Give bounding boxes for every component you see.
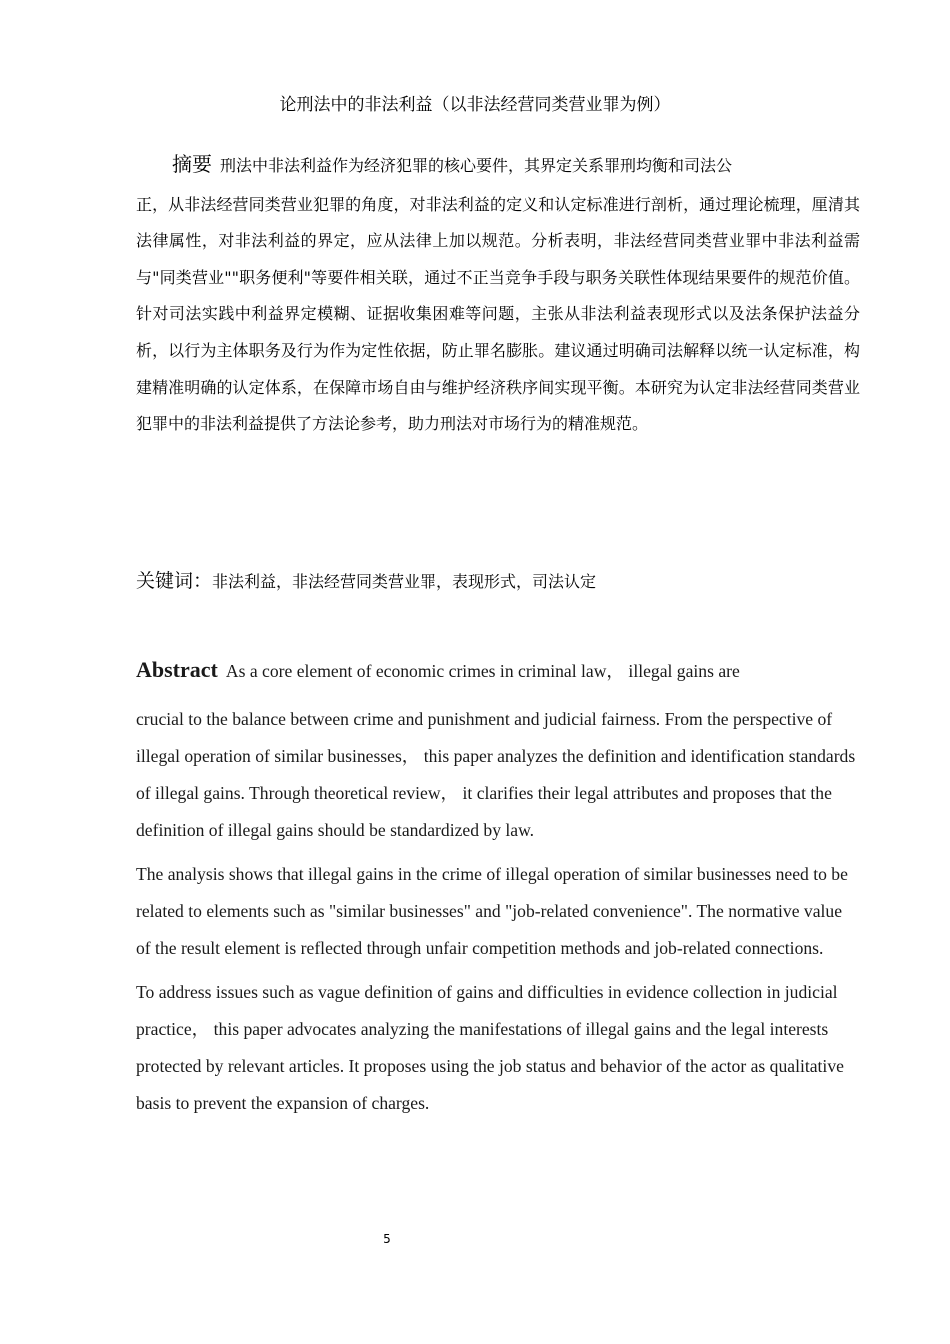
- english-abstract-paragraph-2: The analysis shows that illegal gains in the crime of illegal operation of similar businesses need to be related to elements such as "similar businesses" and "job-related convenience". The normative value of the result element is reflected through unfair competition methods and job-related connections.: [136, 864, 848, 958]
- chinese-abstract-body: 正，从非法经营同类营业犯罪的角度，对非法利益的定义和认定标准进行剖析，通过理论梳理，厘清其法律属性，对非法利益的界定，应从法律上加以规范。分析表明，非法经营同类营业罪中非法利益需与"同类营业""职务便利"等要件相关联，通过不正当竞争手段与职务关联性体现结果要件的规范价值。针对司法实践中利益界定模糊、证据收集困难等问题，主张从非法利益表现形式以及法条保护法益分析，以行为主体职务及行为作为定性依据，防止罪名膨胀。建议通过明确司法解释以统一认定标准，构建精准明确的认定体系，在保障市场自由与维护经济秩序间实现平衡。本研究为认定非法经营同类营业犯罪中的非法利益提供了方法论参考，助力刑法对市场行为的精准规范。: [136, 194, 860, 434]
- page-number: 5: [383, 1232, 391, 1246]
- chinese-abstract-heading: 摘要: [172, 152, 212, 176]
- chinese-abstract: [136, 146, 860, 443]
- keywords-heading: 关键词：: [136, 570, 213, 592]
- english-abstract-heading: Abstract: [136, 657, 218, 682]
- english-abstract-first-line: [136, 652, 856, 689]
- chinese-abstract-first-text: 刑法中非法利益作为经济犯罪的核心要件，其界定关系罪刑均衡和司法公: [220, 156, 733, 175]
- keywords-text: 非法利益，非法经营同类营业罪，表现形式，司法认定: [212, 572, 597, 591]
- paper-title: 论刑法中的非法利益（以非法经营同类营业罪为例）: [279, 95, 671, 115]
- keywords: [136, 566, 860, 597]
- english-abstract-first-text: As a core element of economic crimes in criminal law， illegal gains are: [225, 661, 740, 681]
- english-abstract-paragraph-3: To address issues such as vague definition of gains and difficulties in evidence collection in judicial practice， this paper advocates analyzing the manifestations of illegal gains and the legal interests protected by relevant articles. It proposes using the job status and behavior of the actor as qualitative basis to prevent the expansion of charges.: [136, 982, 844, 1113]
- chinese-abstract-first-line: [136, 146, 860, 185]
- english-abstract-paragraph-1: crucial to the balance between crime and punishment and judicial fairness. From the perspective of illegal operation of similar businesses， this paper analyzes the definition and identification standards of illegal gains. Through theoretical review， it clarifies their legal attributes and proposes that the definition of illegal gains should be standardized by law.: [136, 709, 856, 840]
- english-abstract: [136, 652, 856, 1122]
